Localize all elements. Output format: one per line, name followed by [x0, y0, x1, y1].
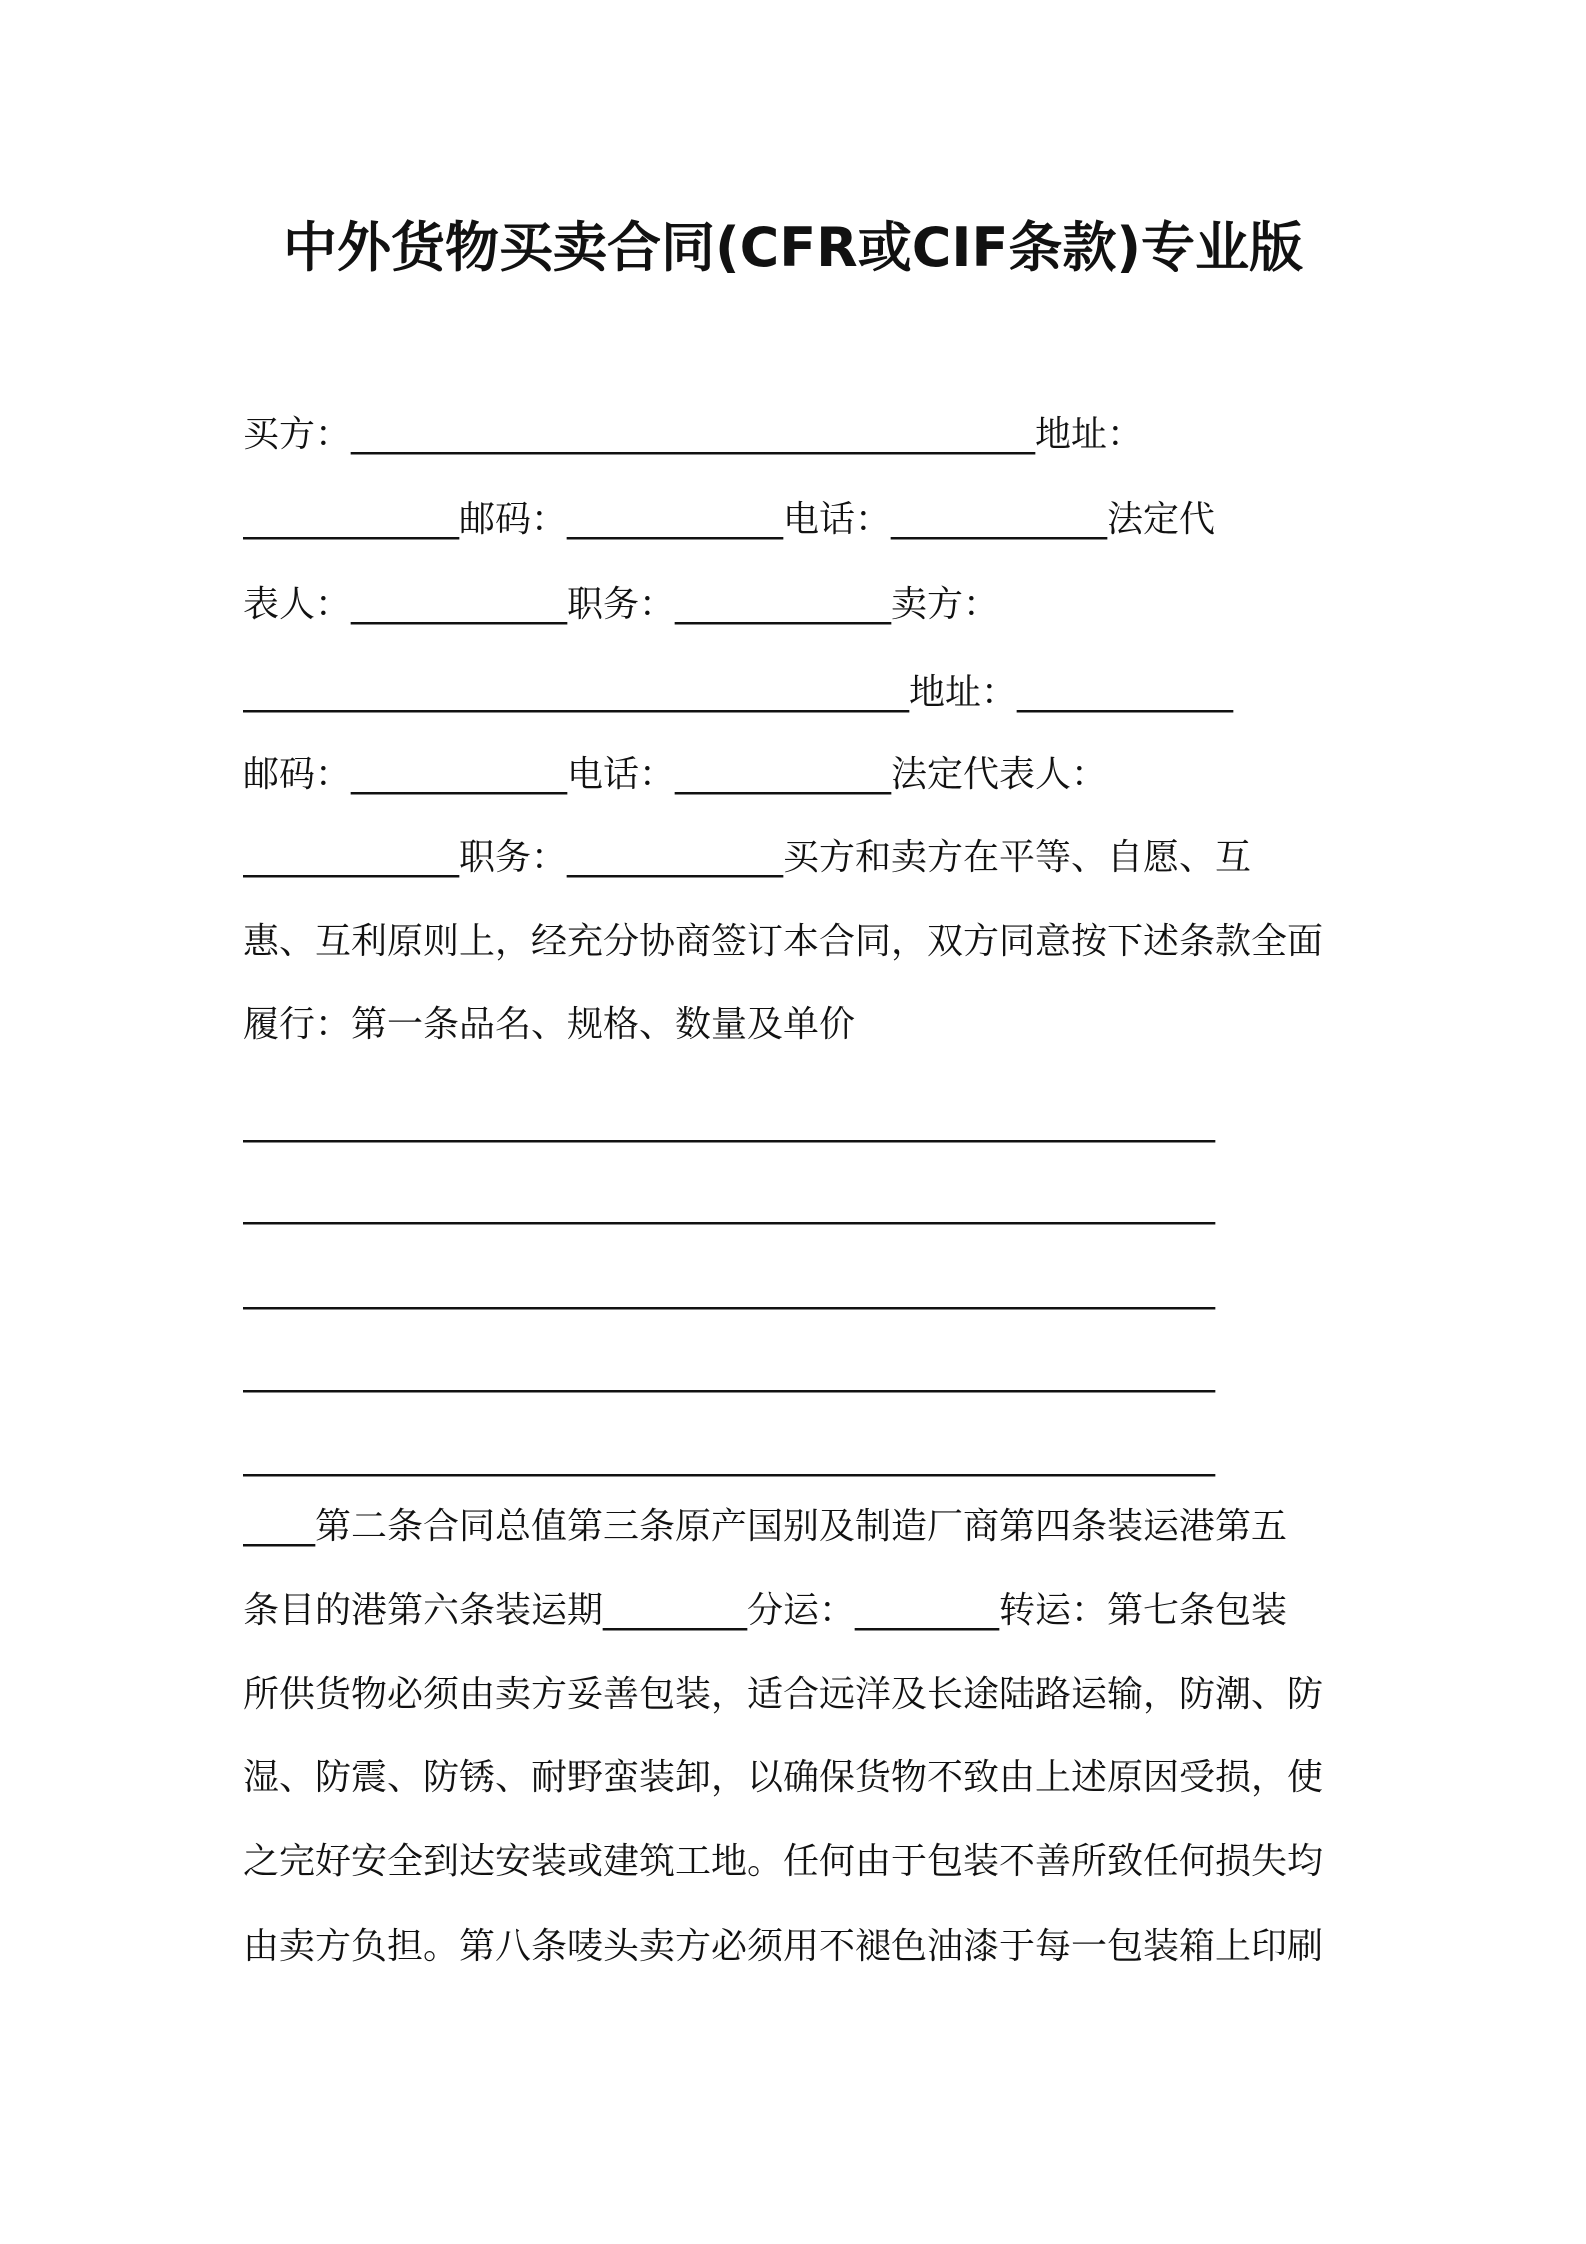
text-line: 表人：____________职务：____________卖方：	[243, 584, 1000, 625]
text-line: 邮码：____________电话：____________法定代表人：	[243, 754, 1108, 795]
text-line: 履行：第一条品名、规格、数量及单价	[243, 1004, 856, 1045]
text-line: 湿、防震、防锈、耐野蛮装卸，以确保货物不致由上述原因受损，使	[243, 1757, 1324, 1798]
text-line: _____________________________________地址：____________	[243, 672, 1234, 713]
blank-fill-line: ______________________________________________________	[243, 1102, 1215, 1143]
text-line: 惠、互利原则上，经充分协商签订本合同，双方同意按下述条款全面	[243, 921, 1324, 962]
text-line: 之完好安全到达安装或建筑工地。任何由于包装不善所致任何损失均	[243, 1841, 1324, 1882]
blank-fill-line: ______________________________________________________	[243, 1184, 1215, 1225]
text-line: ____________邮码：____________电话：____________法定代	[243, 499, 1216, 540]
document-title: 中外货物买卖合同(CFR或CIF条款)专业版	[282, 216, 1304, 279]
text-line: 所供货物必须由卖方妥善包装，适合远洋及长途陆路运输，防潮、防	[243, 1674, 1324, 1715]
blank-fill-line: ______________________________________________________	[243, 1352, 1215, 1393]
blank-fill-line: ______________________________________________________	[243, 1269, 1215, 1310]
text-line: 买方：______________________________________地址：	[243, 414, 1144, 455]
text-line: ____第二条合同总值第三条原产国别及制造厂商第四条装运港第五	[243, 1506, 1288, 1547]
text-line: ____________职务：____________买方和卖方在平等、自愿、互	[243, 837, 1252, 878]
blank-fill-line: ______________________________________________________	[243, 1436, 1215, 1477]
text-line: 由卖方负担。第八条唛头卖方必须用不褪色油漆于每一包装箱上印刷	[243, 1926, 1324, 1967]
text-line: 条目的港第六条装运期________分运：________转运：第七条包装	[243, 1590, 1288, 1631]
